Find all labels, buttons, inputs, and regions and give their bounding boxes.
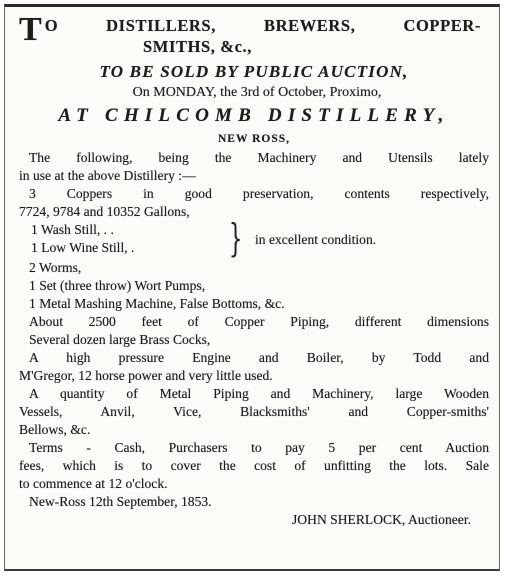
terms-line-3: to commence at 12 o'clock. (19, 476, 168, 491)
coppers-line-1: 3 Coppers in good preservation, contents respectively, (29, 186, 489, 201)
brace-icon: } (229, 216, 243, 260)
mashing-machine-item: 1 Metal Mashing Machine, False Bottoms, &c. (29, 296, 285, 311)
terms-line-2: fees, which is to cover the cost of unfitting the lots. Sale (19, 458, 489, 473)
engine-line-2: M'Gregor, 12 horse power and very little used. (19, 368, 273, 383)
stills-group (19, 216, 489, 260)
headline-line-1: O DISTILLERS, BREWERS, COPPER- (44, 16, 481, 35)
drop-cap: T (19, 11, 41, 48)
metal-line-2: Vessels, Anvil, Vice, Blacksmiths' and Copper-smiths' (19, 404, 489, 419)
wash-still-item: 1 Wash Still, . . (31, 222, 114, 237)
wort-pumps-item: 1 Set (three throw) Wort Pumps, (29, 278, 206, 293)
copper-piping-item: About 2500 feet of Copper Piping, different dimensions (29, 314, 489, 329)
headline-line-2: SMITHS, &c., (143, 37, 252, 56)
brass-cocks-item: Several dozen large Brass Cocks, (29, 332, 211, 347)
town-heading: NEW ROSS, (217, 133, 291, 145)
terms-line-1: Terms - Cash, Purchasers to pay 5 per cent Auction (29, 440, 489, 455)
auctioneer-signature: JOHN SHERLOCK, Auctioneer. (292, 512, 471, 527)
low-wine-still-item: 1 Low Wine Still, . (31, 240, 135, 255)
venue-heading: AT CHILCOMB DISTILLERY, (58, 105, 450, 126)
advertisement-frame (4, 4, 500, 571)
advertisement-column (19, 11, 489, 529)
coppers-line-2: 7724, 9784 and 10352 Gallons, (19, 204, 190, 219)
stills-condition: in excellent condition. (255, 232, 377, 247)
metal-line-1: A quantity of Metal Piping and Machinery, large Wooden (29, 386, 489, 401)
metal-line-3: Bellows, &c. (19, 422, 91, 437)
auction-date: On MONDAY, the 3rd of October, Proximo, (132, 85, 382, 100)
engine-line-1: A high pressure Engine and Boiler, by Todd and (29, 350, 489, 365)
intro-line-1: The following, being the Machinery and Utensils lately (29, 150, 489, 165)
worms-item: 2 Worms, (29, 260, 82, 275)
auction-heading: TO BE SOLD BY PUBLIC AUCTION, (99, 62, 409, 81)
advertisement-body (19, 149, 489, 529)
dateline: New-Ross 12th September, 1853. (29, 494, 212, 509)
intro-line-2: in use at the above Distillery :— (19, 168, 196, 183)
